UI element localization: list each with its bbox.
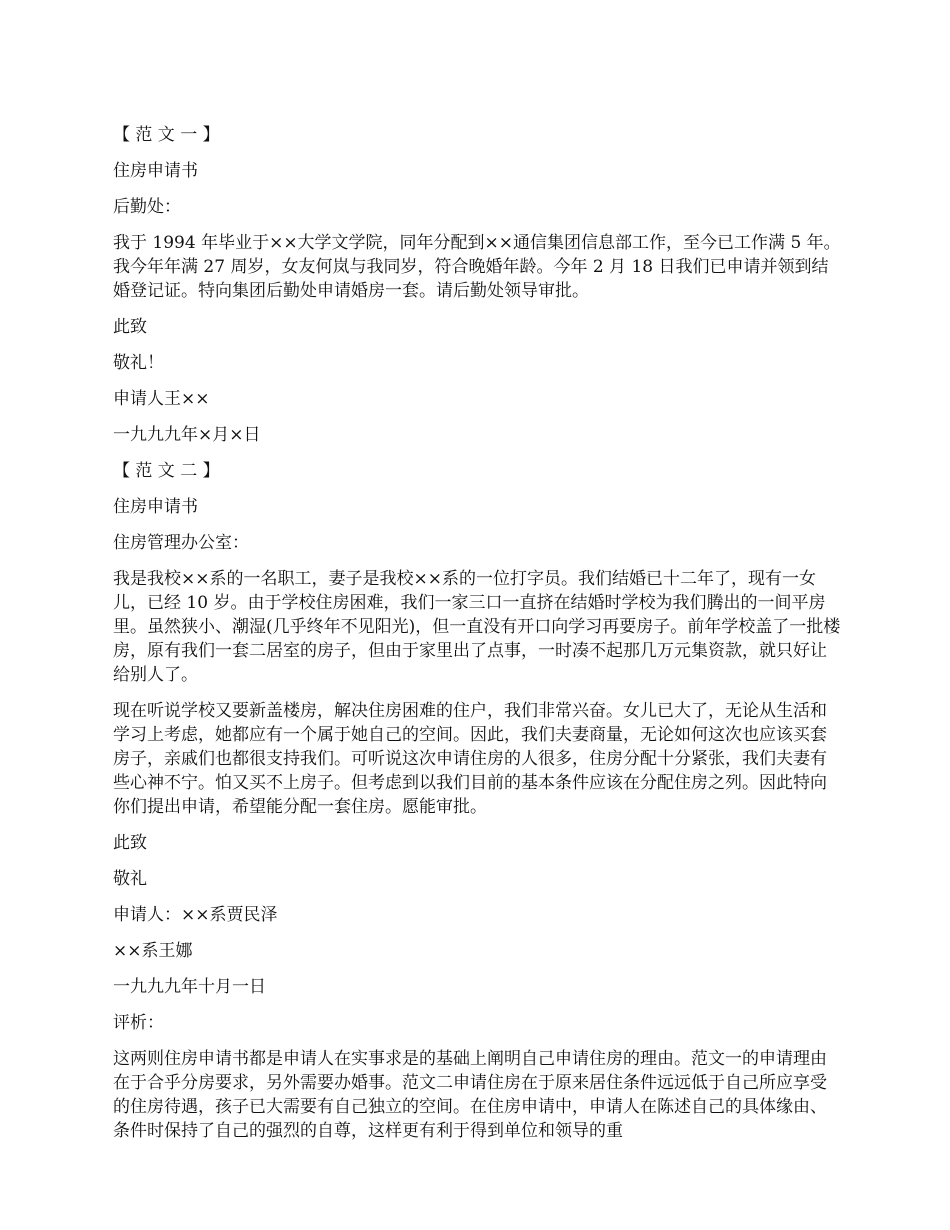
sample1-title: 住房申请书 bbox=[113, 161, 198, 181]
document-page bbox=[113, 123, 841, 1155]
sample2-closing-2: 敬礼 bbox=[113, 869, 147, 889]
sample2-closing-1: 此致 bbox=[113, 833, 147, 853]
sample1-body: 我于 1994 年毕业于××大学文学院，同年分配到××通信集团信息部工作，至今已工作满 5 年。我今年年满 27 周岁，女友何岚与我同岁，符合晚婚年龄。今年 2 月 18 日我们已申请并领到结婚登记证。特向集团后勤处申请婚房一套。请后勤处领导审批。 bbox=[113, 233, 841, 301]
sample1-signature: 申请人王×× bbox=[113, 389, 210, 409]
sample1-heading: 【 范 文 一 】 bbox=[113, 125, 220, 145]
analysis-body: 这两则住房申请书都是申请人在实事求是的基础上阐明自己申请住房的理由。范文一的申请理由在于合乎分房要求，另外需要办婚事。范文二申请住房在于原来居住条件远远低于自己所应享受的住房待遇，孩子已大需要有自己独立的空间。在住房申请中，申请人在陈述自己的具体缘由、条件时保持了自己的强烈的自尊，这样更有利于得到单位和领导的重 bbox=[113, 1049, 827, 1141]
analysis-heading: 评析： bbox=[113, 1013, 164, 1033]
sample2-body-1: 我是我校××系的一名职工，妻子是我校××系的一位打字员。我们结婚已十二年了，现有一女儿，已经 10 岁。由于学校住房困难，我们一家三口一直挤在结婚时学校为我们腾出的一间平房里。虽然狭小、潮湿(几乎终年不见阳光)，但一直没有开口向学习再要房子。前年学校盖了一批楼房，原有我们一套二居室的房子，但由于家里出了点事，一时凑不起那几万元集资款，就只好让给别人了。 bbox=[113, 569, 841, 685]
sample2-signature-1: 申请人：××系贾民泽 bbox=[113, 905, 278, 925]
sample2-date: 一九九九年十月一日 bbox=[113, 977, 266, 997]
sample2-title: 住房申请书 bbox=[113, 497, 198, 517]
sample2-body-2: 现在听说学校又要新盖楼房，解决住房困难的住户，我们非常兴奋。女儿已大了，无论从生活和学习上考虑，她都应有一个属于她自己的空间。因此，我们夫妻商量，无论如何这次也应该买套房子，亲戚们也都很支持我们。可听说这次申请住房的人很多，住房分配十分紧张，我们夫妻有些心神不宁。怕又买不上房子。但考虑到以我们目前的基本条件应该在分配住房之列。因此特向你们提出申请，希望能分配一套住房。愿能审批。 bbox=[113, 701, 827, 817]
sample2-salutation: 住房管理办公室： bbox=[113, 533, 249, 553]
sample2-signature-2: ××系王娜 bbox=[113, 941, 193, 961]
sample1-closing-2: 敬礼！ bbox=[113, 353, 164, 373]
sample2-heading: 【 范 文 二 】 bbox=[113, 461, 220, 481]
sample1-closing-1: 此致 bbox=[113, 317, 147, 337]
sample1-date: 一九九九年×月×日 bbox=[113, 425, 261, 445]
sample1-salutation: 后勤处： bbox=[113, 197, 181, 217]
